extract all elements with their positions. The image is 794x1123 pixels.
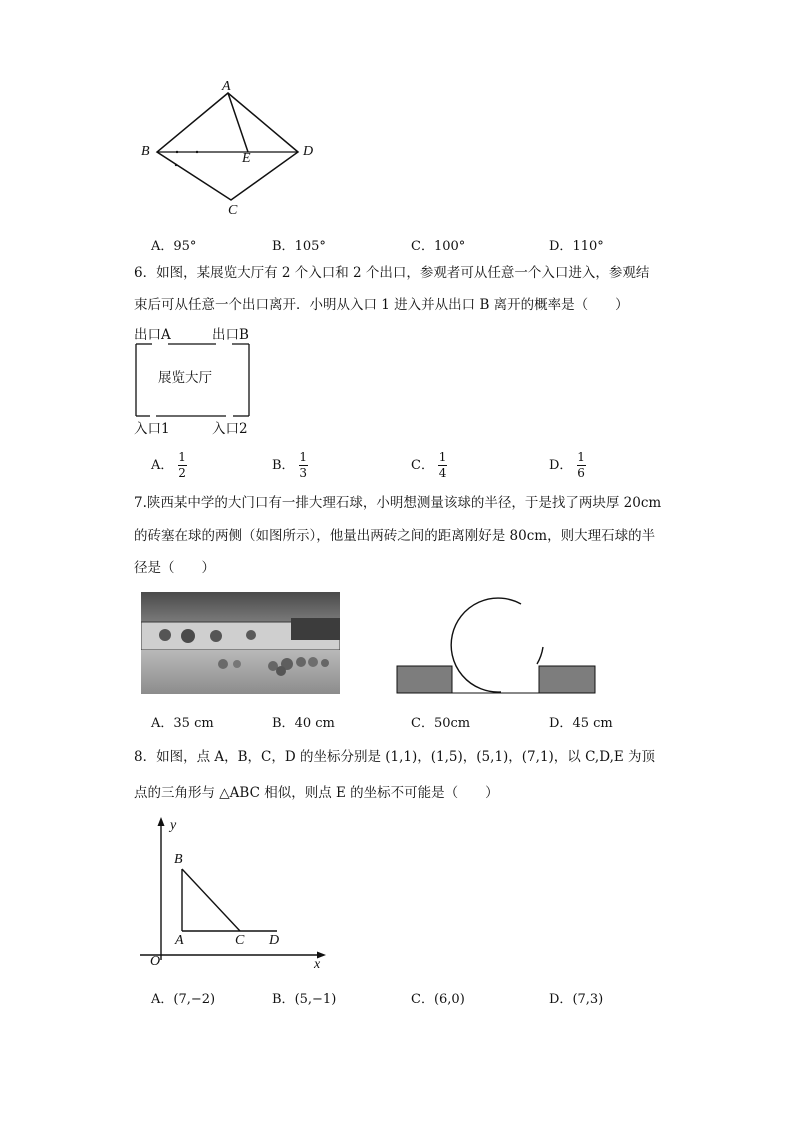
option-letter: D． <box>549 458 573 473</box>
option-text: 45 cm <box>572 716 613 731</box>
option-letter: B． <box>272 716 295 731</box>
q8-option-a[interactable] <box>151 988 215 1007</box>
option-letter: A． <box>151 458 174 473</box>
numerator: 1 <box>577 450 585 464</box>
option-letter: A． <box>151 239 174 254</box>
option-text: 110° <box>572 239 604 254</box>
option-text: 35 cm <box>173 716 214 731</box>
numerator: 1 <box>299 450 308 464</box>
entrance-1-label: 入口1 <box>134 421 170 437</box>
option-letter: D． <box>549 992 573 1007</box>
q8-question-line-1: 8．如图，点 A，B，C，D 的坐标分别是 (1,1)，(1,5)，(5,1)，(7,1)，以 C,D,E 为顶 <box>134 749 656 765</box>
q8-question-line-2: 点的三角形与 △ABC 相似，则点 E 的坐标不可能是（ ） <box>134 785 499 801</box>
point-d-label: D <box>269 933 280 948</box>
origin-label: O <box>150 954 161 969</box>
numerator: 1 <box>438 450 447 464</box>
option-text: (5,−1) <box>294 992 337 1007</box>
x-axis-label: x <box>314 957 321 972</box>
y-axis-arrow <box>158 817 165 826</box>
point-b-label: B <box>174 852 183 867</box>
denominator: 2 <box>178 466 186 480</box>
q6-question-line-1: 6．如图，某展览大厅有 2 个入口和 2 个出口，参观者可从任意一个入口进入，参观结 <box>134 265 650 281</box>
q8-option-c[interactable] <box>411 988 465 1007</box>
q5-label-d: D <box>303 144 314 159</box>
option-letter: C． <box>411 458 434 473</box>
option-letter: D． <box>549 716 573 731</box>
q5-label-c: C <box>228 203 238 218</box>
option-letter: A． <box>151 992 174 1007</box>
numerator: 1 <box>178 450 186 464</box>
option-text: 105° <box>294 239 326 254</box>
option-text: 100° <box>433 239 466 254</box>
option-letter: A． <box>151 716 174 731</box>
exit-b-label: 出口B <box>212 327 249 343</box>
option-letter: B． <box>272 992 295 1007</box>
exit-a-label: 出口A <box>134 327 171 343</box>
option-letter: B． <box>272 239 295 254</box>
q8-option-b[interactable] <box>272 988 336 1007</box>
hall-label: 展览大厅 <box>158 370 212 386</box>
option-letter: D． <box>549 239 573 254</box>
denominator: 4 <box>438 466 447 480</box>
q7-question-line-2: 的砖塞在球的两侧（如图所示），他量出两砖之间的距离刚好是 80cm，则大理石球的半 <box>134 528 656 544</box>
option-text: (7,−2) <box>173 992 216 1007</box>
q5-label-e: E <box>242 151 251 166</box>
q6-question-line-2: 束后可从任意一个出口离开．小明从入口 1 进入并从出口 B 离开的概率是（ ） <box>134 297 629 313</box>
q8-option-d[interactable] <box>549 988 603 1007</box>
option-letter: C． <box>411 992 434 1007</box>
option-text: (6,0) <box>433 992 465 1007</box>
q7-question-line-3: 径是（ ） <box>134 560 215 576</box>
option-letter: C． <box>411 716 434 731</box>
point-a-label: A <box>175 933 184 948</box>
q5-label-b: B <box>141 144 150 159</box>
denominator: 6 <box>577 466 585 480</box>
entrance-2-label: 入口2 <box>212 421 248 437</box>
option-text: 95° <box>173 239 197 254</box>
denominator: 3 <box>299 466 308 480</box>
option-text: (7,3) <box>572 992 604 1007</box>
option-letter: B． <box>272 458 295 473</box>
q7-question-line-1: 7.陕西某中学的大门口有一排大理石球，小明想测量该球的半径，于是找了两块厚 20cm <box>134 495 662 511</box>
option-letter: C． <box>411 239 434 254</box>
option-text: 50cm <box>433 716 471 731</box>
option-text: 40 cm <box>294 716 335 731</box>
q5-label-a: A <box>222 79 231 94</box>
segment-bc <box>182 869 240 931</box>
point-c-label: C <box>235 933 245 948</box>
y-axis-label: y <box>170 818 177 833</box>
